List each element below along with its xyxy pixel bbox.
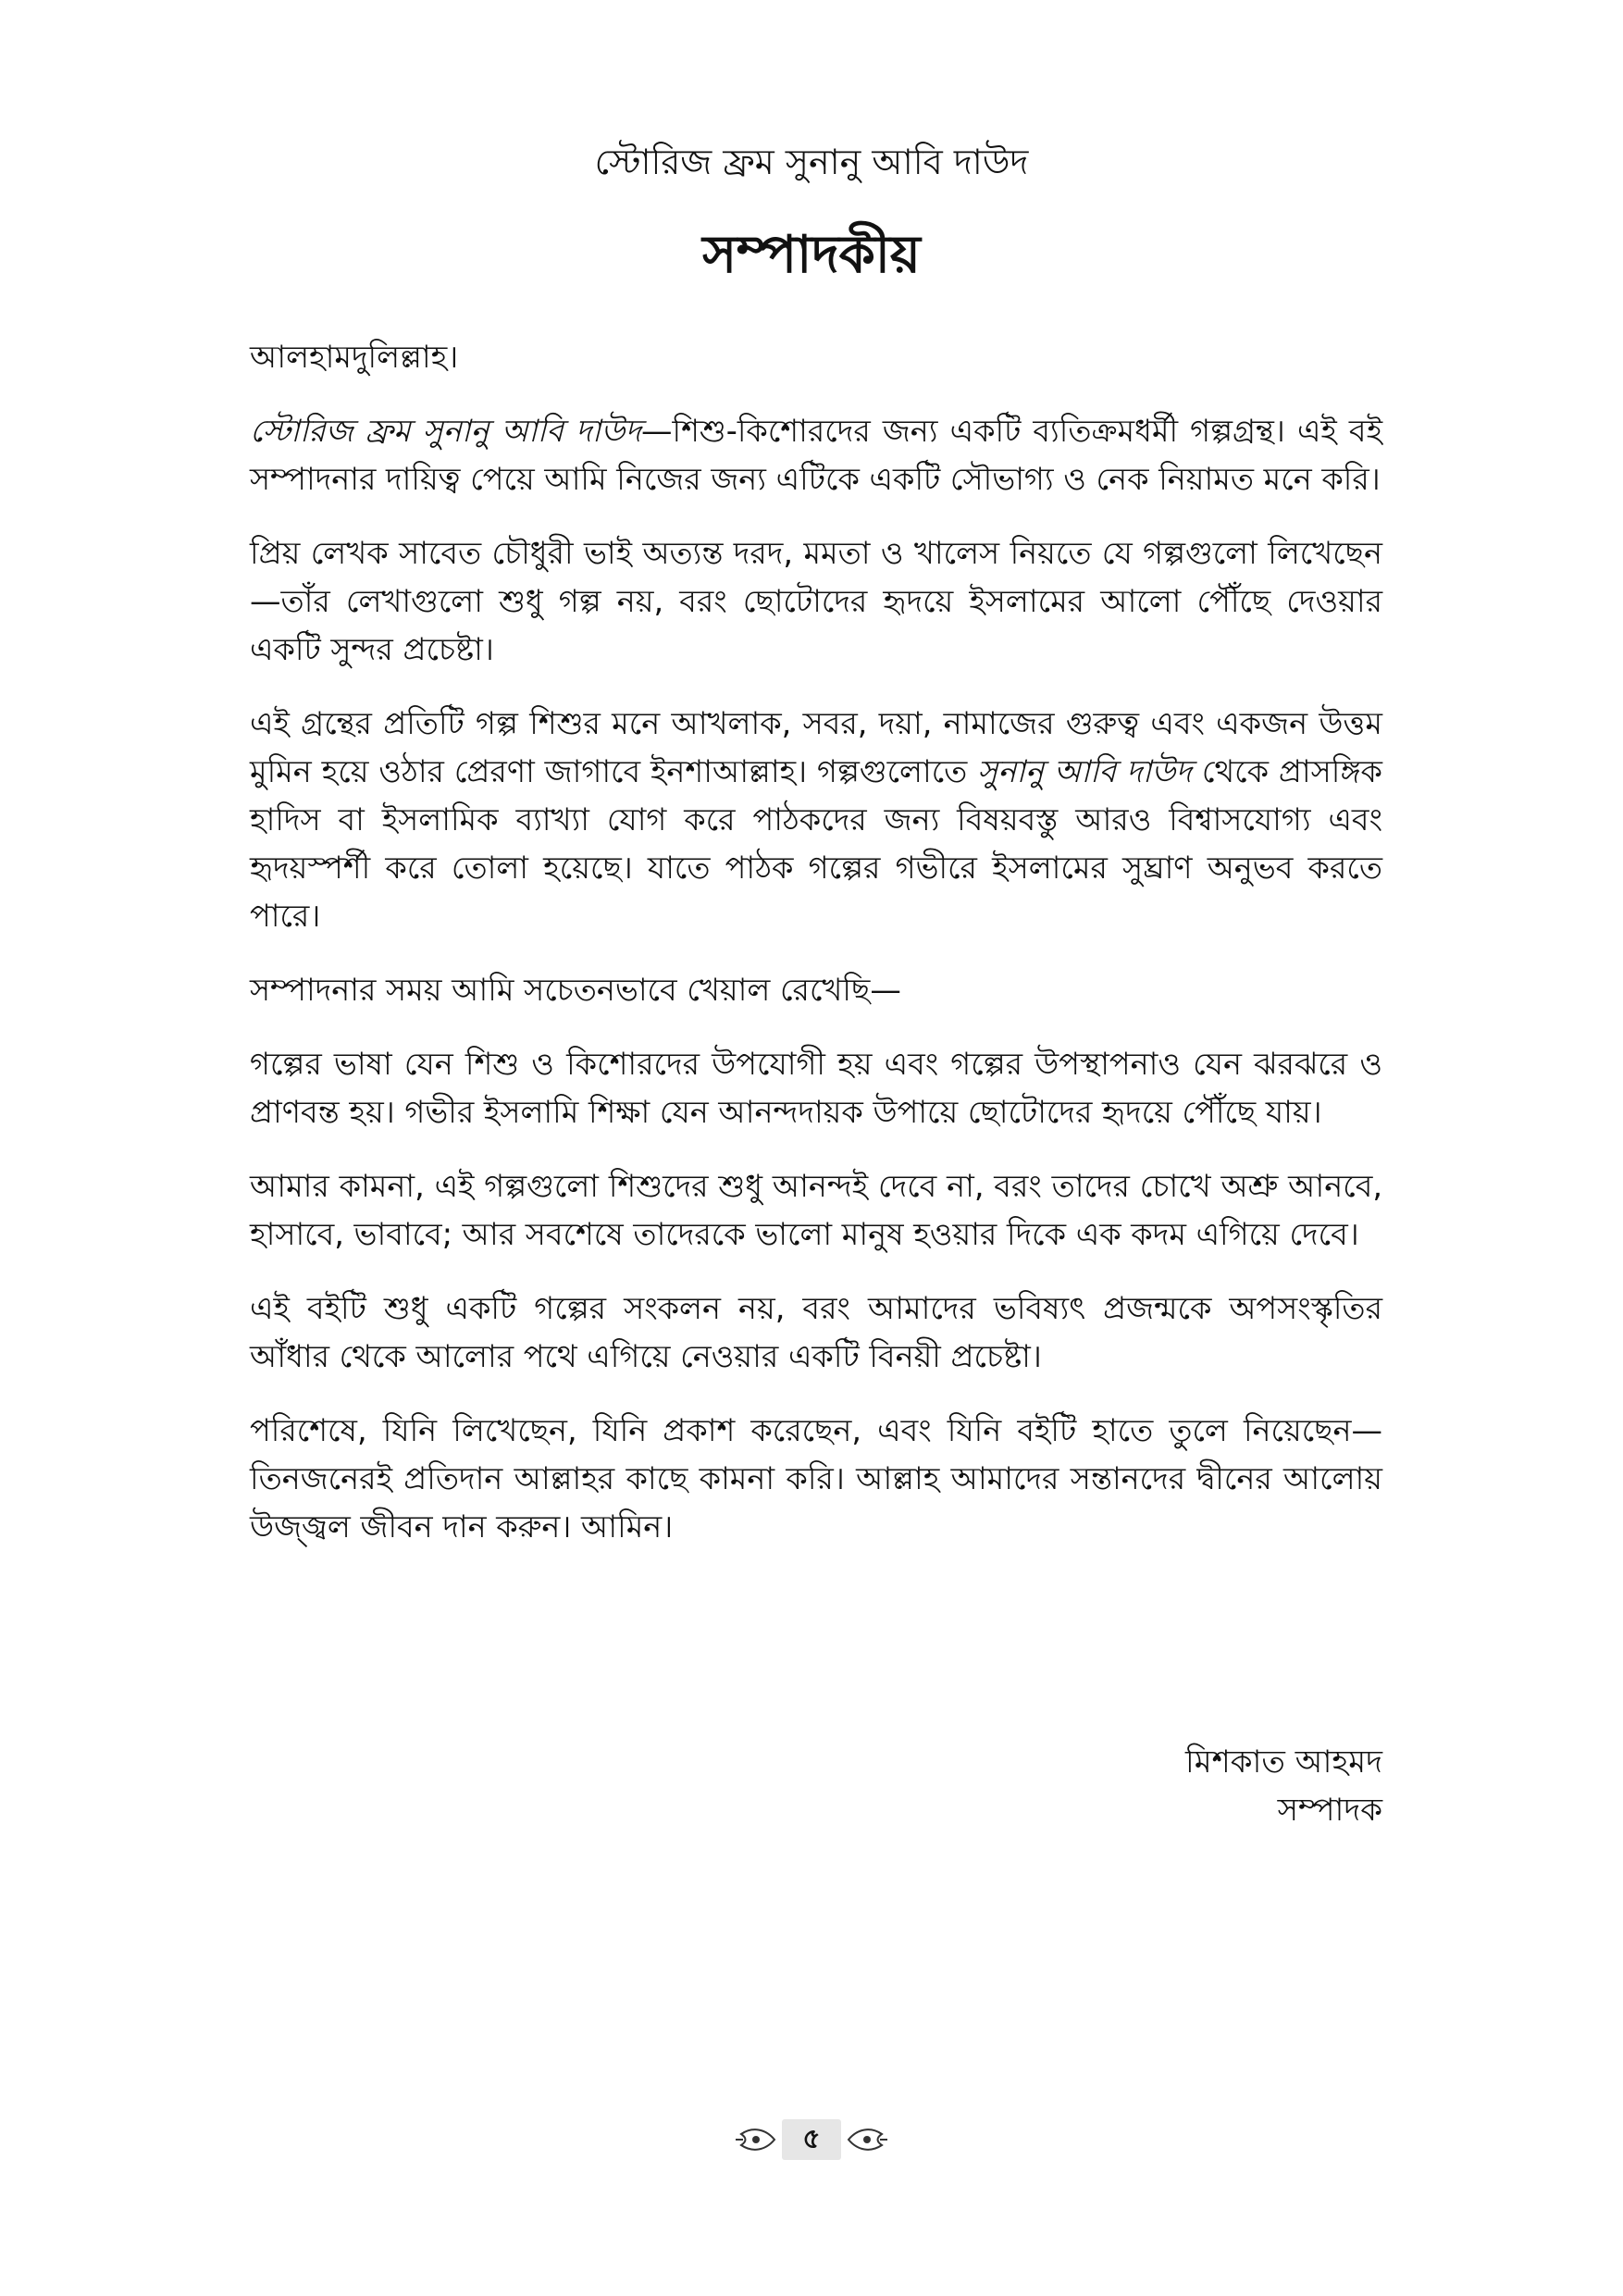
paragraph-2-text: —শিশু-কিশোরদের জন্য একটি ব্যতিক্রমধর্মী গল্পগ্রন্থ। এই বই সম্পাদনার দায়িত্ব পেয়ে আমি নিজের জন্য এটিকে একটি সৌভাগ্য ও নেক নিয়ামত মনে করি। — [250, 413, 1382, 497]
paragraph-4 — [250, 700, 1382, 940]
book-title-italic: স্টোরিজ ফ্রম সুনানু আবি দাউদ — [250, 413, 641, 449]
page-number-footer — [0, 2119, 1623, 2160]
paragraph-6: গল্পের ভাষা যেন শিশু ও কিশোরদের উপযোগী হয় এবং গল্পের উপস্থাপনাও যেন ঝরঝরে ও প্রাণবন্ত হয়। গভীর ইসলামি শিক্ষা যেন আনন্দদায়ক উপায়ে ছোটোদের হৃদয়ে পৌঁছে যায়। — [250, 1046, 1382, 1130]
left-ornament-icon — [734, 2121, 776, 2158]
page-number: ৫ — [782, 2119, 840, 2160]
paragraph-2 — [250, 407, 1382, 503]
running-title: স্টোরিজ ফ্রম সুনানু আবি দাউদ — [594, 142, 1029, 182]
signature-name: মিশকাত আহমদ — [1185, 1744, 1382, 1781]
right-ornament-icon — [847, 2121, 889, 2158]
paragraph-5: সম্পাদনার সময় আমি সচেতনভাবে খেয়াল রেখেছি— — [250, 972, 901, 1008]
paragraph-4-text-a: এই গ্রন্থের প্রতিটি গল্প শিশুর মনে আখলাক, সবর, দয়া, নামাজের গুরুত্ব এবং একজন উত্তম মুমিন হয়ে ওঠার প্রেরণা জাগাবে ইনশাআল্লাহ। গল্পগুলোতে — [250, 705, 1382, 789]
paragraph-3: প্রিয় লেখক সাবেত চৌধুরী ভাই অত্যন্ত দরদ, মমতা ও খালেস নিয়তে যে গল্পগুলো লিখেছেন—তাঁর লেখাগুলো শুধু গল্প নয়, বরং ছোটোদের হৃদয়ে ইসলামের আলো পৌঁছে দেওয়ার একটি সুন্দর প্রচেষ্টা। — [250, 535, 1382, 667]
page-title: সম্পাদকীয় — [702, 225, 921, 285]
source-title-italic: সুনানু আবি দাউদ — [977, 753, 1193, 789]
paragraph-9: পরিশেষে, যিনি লিখেছেন, যিনি প্রকাশ করেছেন, এবং যিনি বইটি হাতে তুলে নিয়েছেন—তিনজনেরই প্রতিদান আল্লাহর কাছে কামনা করি। আল্লাহ আমাদের সন্তানদের দ্বীনের আলোয় উজ্জ্বল জীবন দান করুন। আমিন। — [250, 1412, 1382, 1545]
signature-block — [1185, 1738, 1382, 1834]
signature-role: সম্পাদক — [1277, 1792, 1382, 1829]
page-number-plate — [734, 2119, 888, 2160]
paragraph-8: এই বইটি শুধু একটি গল্পের সংকলন নয়, বরং আমাদের ভবিষ্যৎ প্রজন্মকে অপসংস্কৃতির আঁধার থেকে আলোর পথে এগিয়ে নেওয়ার একটি বিনয়ী প্রচেষ্টা। — [250, 1290, 1382, 1374]
body-text — [250, 333, 1382, 1577]
paragraph-1: আলহামদুলিল্লাহ। — [250, 339, 459, 375]
paragraph-4-text-b: থেকে প্রাসঙ্গিক হাদিস বা ইসলামিক ব্যাখ্যা যোগ করে পাঠকদের জন্য বিষয়বস্তু আরও বিশ্বাসযোগ্য এবং হৃদয়স্পর্শী করে তোলা হয়েছে। যাতে পাঠক গল্পের গভীরে ইসলামের সুঘ্রাণ অনুভব করতে পারে। — [250, 753, 1382, 934]
paragraph-7: আমার কামনা, এই গল্পগুলো শিশুদের শুধু আনন্দই দেবে না, বরং তাদের চোখে অশ্রু আনবে, হাসাবে, ভাবাবে; আর সবশেষে তাদেরকে ভালো মানুষ হওয়ার দিকে এক কদম এগিয়ে দেবে। — [250, 1168, 1382, 1252]
